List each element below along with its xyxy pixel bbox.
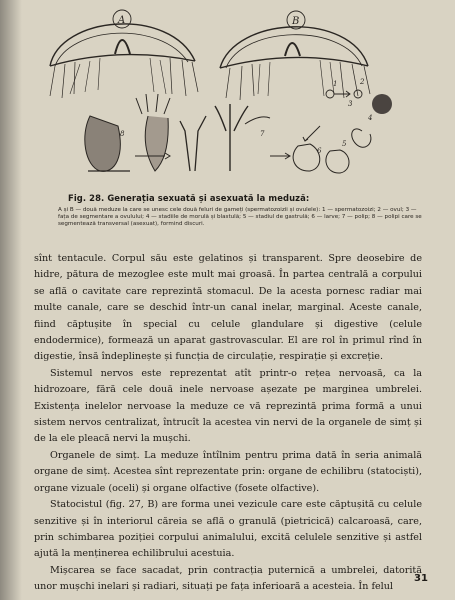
paragraph-movement: Mișcarea se face sacadat, prin contracția puternică a umbrelei, datorită unor mușchi inelari și radiari, situați pe fața inferioară a acesteia. În felul [34, 564, 422, 593]
figure-label-5: 5 [342, 140, 347, 148]
panel-b-label: B [292, 16, 300, 27]
figure-label-4: 4 [368, 114, 373, 122]
figure-label-6: 6 [317, 147, 322, 155]
page-number: 31 [414, 573, 428, 584]
page-gutter-shadow [0, 0, 22, 600]
figure-label-3: 3 [348, 100, 353, 108]
medusa-a-drawing [50, 24, 198, 98]
paragraph-sense-organs: Organele de simț. La meduze întîlnim pentru prima dată în seria animală organe de simț. Acestea sînt reprezentate prin: organe de echilibru (statociști), organe vizuale (oceli) și organe olfactive (fosete olfactive). [34, 449, 422, 494]
figure-label-8: 8 [120, 130, 125, 138]
jellyfish-lifecycle-drawing [30, 6, 430, 192]
paragraph-nervous-system: Sistemul nervos este reprezentat atît printr-o rețea nervoasă, ca la hidrozoare, fără cele două inele nervoase așezate pe marginea umbrelei. Existența inelelor nervoase la meduze ce vă reprezintă prima formă a unui sistem nervos centralizat, întrucît la acestea vin nervi de la organele de simț și de la ele pleacă nervi la mușchi. [34, 367, 422, 445]
figure-caption-title: Fig. 28. Generația sexuată și asexuată la meduză: [68, 193, 310, 203]
panel-a-label: A [118, 15, 126, 26]
medusa-b-drawing [220, 27, 370, 100]
paragraph-tentacles: sînt tentacule. Corpul său este gelatinos și transparent. Spre deosebire de hidre, pătura de mezoglee este mult mai groasă. În partea centrală a corpului se află o cavitate care reprezintă stomacul. De la acesta pornesc radiar mai multe canale, care se deschid într-un canal inelar, marginal. Aceste canale, fiind căptușite în special cu celule glandulare și digestive (celule endodermice), formează un aparat gastrovascular. El are rol în primul rînd în digestie, însă îndeplinește și funcția de circulație, respirație și excreție. [34, 253, 422, 363]
figure-label-2: 2 [360, 78, 365, 86]
figure-caption-legend: A și B — două meduze la care se unesc cele două feluri de gameți (spermatozoizii și ovulele): 1 — spermatozoizi; 2 — ovul; 3 — fața de segmentare a ovulului; 4 — stadiile de morulă și blastulă; 5 — stadiul de gastrulă; 6 — larve; 7 — polip; 8 — polipi care se segmentează transversal (asexuat), formind discuri. [58, 207, 422, 228]
figure-label-1: 1 [333, 80, 338, 88]
body-text [34, 251, 422, 596]
figure-28-illustration [30, 6, 430, 192]
figure-label-7: 7 [260, 130, 265, 138]
paragraph-statocyst: Statocistul (fig. 27, B) are forma unei vezicule care este căptușită cu celule senzitive și în interiorul căreia se află o granulă (pietricică) calcaroasă, care, prin schimbarea poziției corpului animalului, excită celulele senzitive și astfel ajută la menținerea echilibrului acestuia. [34, 499, 422, 560]
developmental-stages-drawing [85, 94, 371, 173]
gamete-stages-drawing [326, 90, 392, 114]
